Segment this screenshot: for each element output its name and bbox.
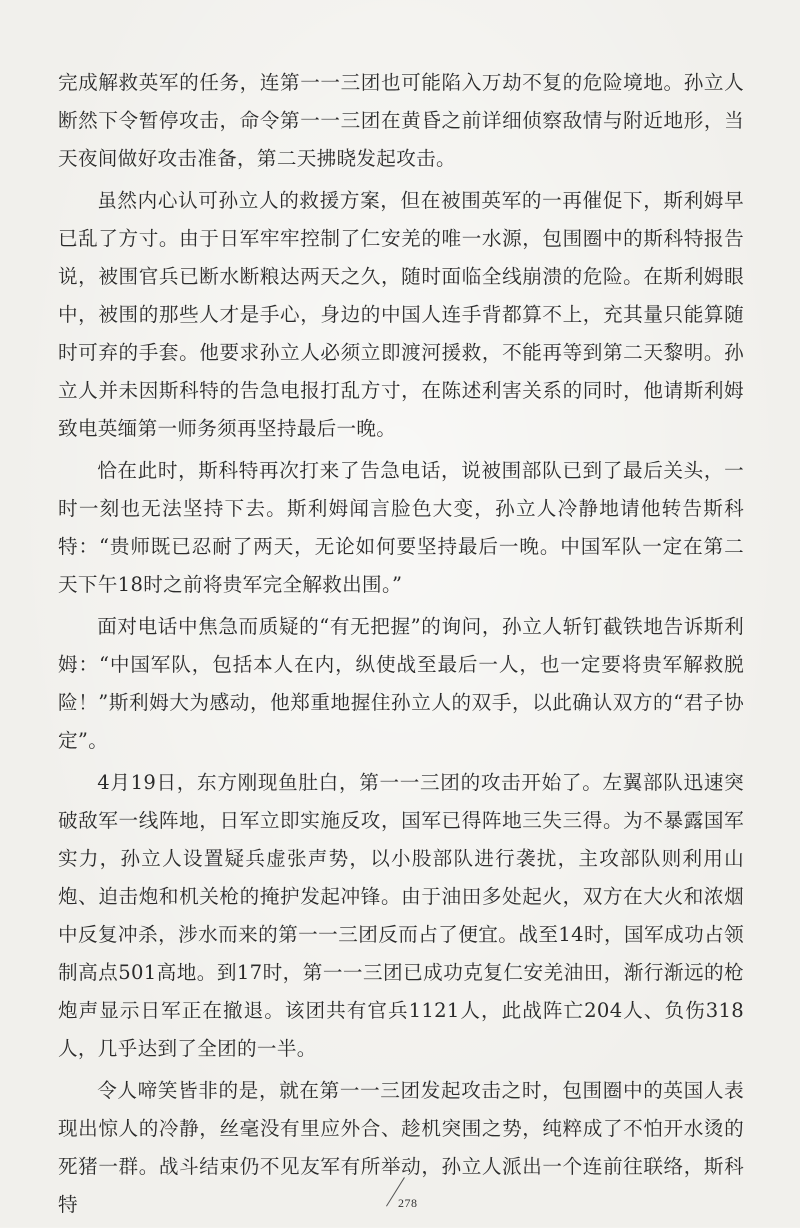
page-folio [380,1176,440,1216]
paragraph: 令人啼笑皆非的是，就在第一一三团发起攻击之时，包围圈中的英国人表现出惊人的冷静，丝毫没有里应外合、趁机突围之势，纯粹成了不怕开水烫的死猪一群。战斗结束仍不见友军有所举动，孙立人派出一个连前往联络，斯科特 [58,1079,744,1216]
paragraph: 4月19日，东方刚现鱼肚白，第一一三团的攻击开始了。左翼部队迅速突破敌军一线阵地，日军立即实施反攻，国军已得阵地三失三得。为不暴露国军实力，孙立人设置疑兵虚张声势，以小股部队进行袭扰，主攻部队则利用山炮、迫击炮和机关枪的掩护发起冲锋。由于油田多处起火，双方在大火和浓烟中反复冲杀，涉水而来的第一一三团反而占了便宜。战至14时，国军成功占领制高点501高地。到17时，第一一三团已成功克复仁安羌油田，渐行渐远的枪炮声显示日军正在撤退。该团共有官兵1121人，此战阵亡204人、负伤318人，几乎达到了全团的一半。 [58,771,744,1060]
page-number: 278 [398,1196,418,1210]
body-text [58,64,744,1228]
paragraph: 虽然内心认可孙立人的救援方案，但在被围英军的一再催促下，斯利姆早已乱了方寸。由于日军牢牢控制了仁安羌的唯一水源，包围圈中的斯科特报告说，被围官兵已断水断粮达两天之久，随时面临全线崩溃的危险。在斯利姆眼中，被围的那些人才是手心，身边的中国人连手背都算不上，充其量只能算随时可弃的手套。他要求孙立人必须立即渡河援救，不能再等到第二天黎明。孙立人并未因斯科特的告急电报打乱方寸，在陈述利害关系的同时，他请斯利姆致电英缅第一师务须再坚持最后一晚。 [58,189,744,440]
paragraph: 面对电话中焦急而质疑的“有无把握”的询问，孙立人斩钉截铁地告诉斯利姆：“中国军队，包括本人在内，纵使战至最后一人，也一定要将贵军解救脱险！”斯利姆大为感动，他郑重地握住孙立人的双手，以此确认双方的“君子协定”。 [58,615,744,752]
paragraph: 完成解救英军的任务，连第一一三团也可能陷入万劫不复的危险境地。孙立人断然下令暂停攻击，命令第一一三团在黄昏之前详细侦察敌情与附近地形，当天夜间做好攻击准备，第二天拂晓发起攻击。 [58,71,744,170]
paragraph: 恰在此时，斯科特再次打来了告急电话，说被围部队已到了最后关头，一时一刻也无法坚持下去。斯利姆闻言脸色大变，孙立人冷静地请他转告斯科特：“贵师既已忍耐了两天，无论如何要坚持最后一晚。中国军队一定在第二天下午18时之前将贵军完全解救出围。” [58,459,744,596]
